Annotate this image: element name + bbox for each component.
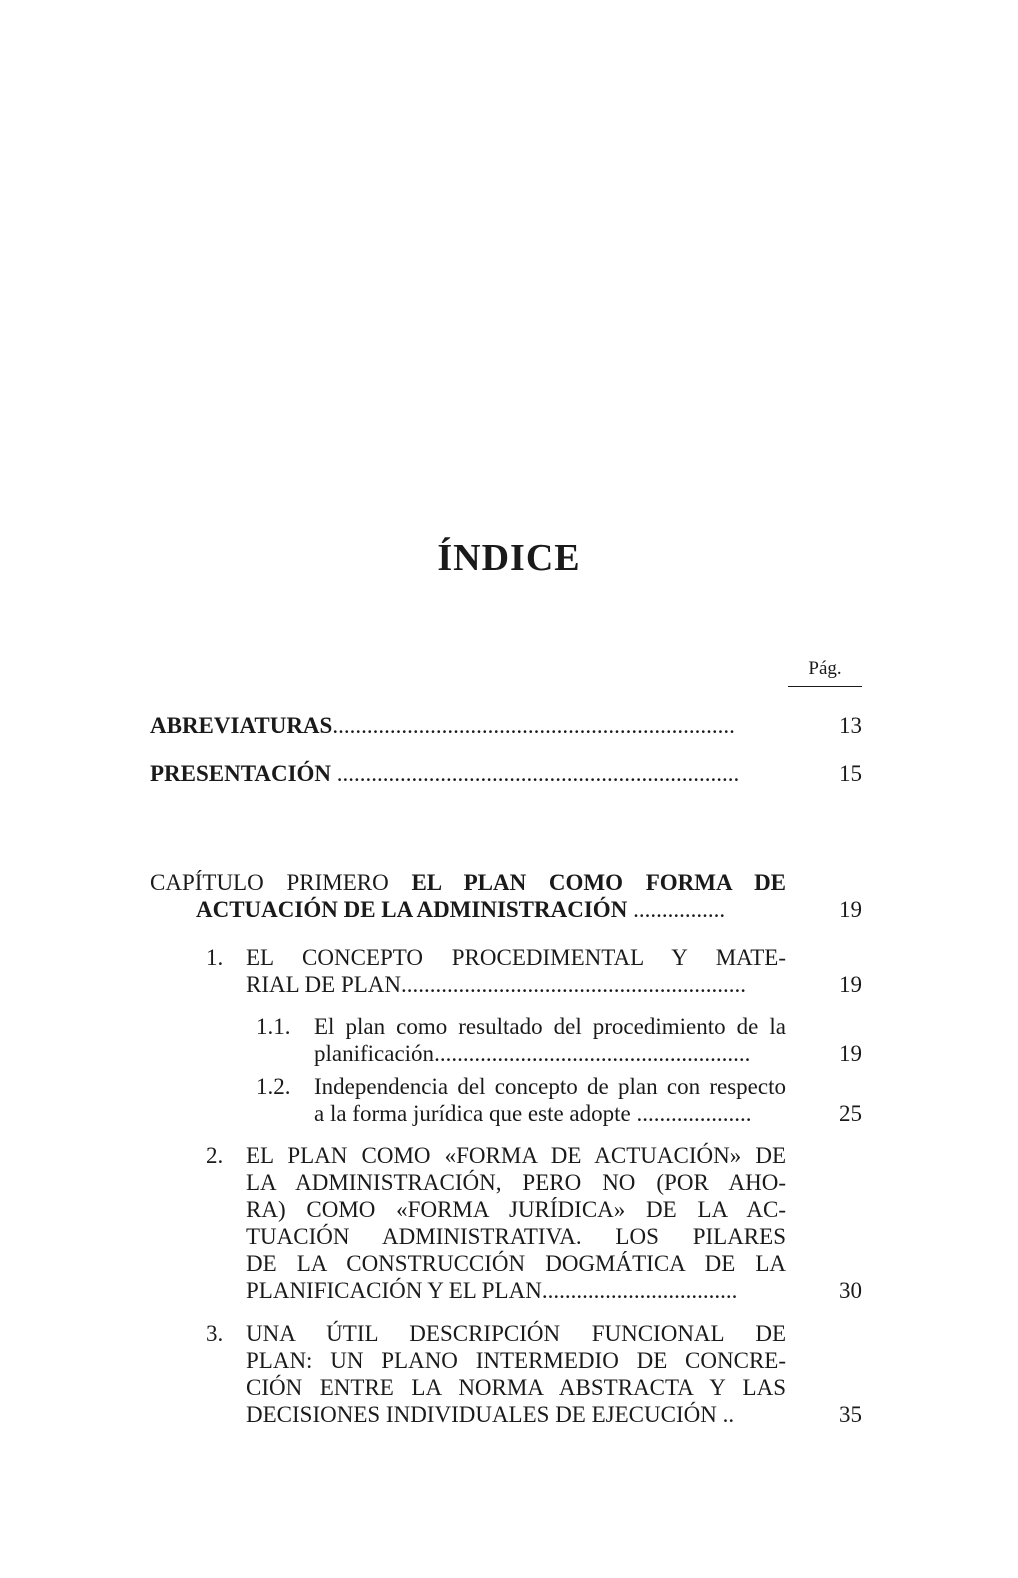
toc-entry-label: PRESENTACIÓN (150, 761, 332, 786)
toc-page-number: 19 (839, 1041, 862, 1066)
toc-entry-chapter-1-cont (196, 896, 782, 923)
leader-dots: ................ (633, 897, 726, 922)
page-title: ÍNDICE (437, 537, 581, 579)
section-title-line: Independencia del concepto de plan con respecto (314, 1074, 786, 1099)
section-number: 2. (206, 1143, 224, 1168)
section-title-line: El plan como resultado del procedimiento de la (314, 1014, 786, 1039)
leader-dots: ...................................................................... (336, 761, 740, 786)
toc-entry-abreviaturas[interactable] (150, 712, 782, 739)
leader-dots: ............................................................ (401, 972, 747, 997)
toc-entry-section-2[interactable] (206, 1142, 786, 1304)
section-title-line: a la forma jurídica que este adopte (314, 1101, 631, 1126)
toc-page-number: 25 (839, 1101, 862, 1126)
toc-entry-section-3[interactable] (206, 1320, 786, 1428)
toc-page-number: 35 (839, 1402, 862, 1427)
section-title-line: PLAN: UN PLANO INTERMEDIO DE CONCRE- (246, 1348, 786, 1373)
section-title-line: DE LA CONSTRUCCIÓN DOGMÁTICA DE LA (246, 1251, 786, 1276)
toc-page-number: 13 (839, 713, 862, 738)
section-title-line: TUACIÓN ADMINISTRATIVA. LOS PILARES (246, 1224, 786, 1249)
toc-entry-section-1-1[interactable] (256, 1013, 786, 1067)
leader-dots: .. (716, 1402, 735, 1427)
section-title-line: planificación (314, 1041, 435, 1066)
section-title-line: UNA ÚTIL DESCRIPCIÓN FUNCIONAL DE (246, 1321, 786, 1346)
toc-page-number: 19 (839, 972, 862, 997)
toc-page-number: 30 (839, 1278, 862, 1303)
chapter-prefix: CAPÍTULO PRIMERO (150, 870, 389, 895)
section-number: 1.2. (256, 1074, 291, 1099)
leader-dots: ....................................................... (434, 1041, 751, 1066)
chapter-title-line2: ACTUACIÓN DE LA ADMINISTRACIÓN (196, 897, 628, 922)
section-number: 3. (206, 1321, 224, 1346)
section-title-line: EL CONCEPTO PROCEDIMENTAL Y MATE- (246, 945, 786, 970)
section-number: 1.1. (256, 1014, 291, 1039)
section-number: 1. (206, 945, 224, 970)
page-column-header: Pág. (808, 658, 842, 679)
section-title-line: EL PLAN COMO «FORMA DE ACTUACIÓN» DE (246, 1143, 786, 1168)
section-title-line: RA) COMO «FORMA JURÍDICA» DE LA AC- (246, 1197, 786, 1222)
section-title-line: RIAL DE PLAN (246, 972, 402, 997)
leader-dots: ...................................................................... (332, 713, 735, 738)
section-title-line: DECISIONES INDIVIDUALES DE EJECUCIÓN (246, 1402, 717, 1427)
chapter-title-line1: EL PLAN COMO FORMA DE (411, 870, 787, 895)
toc-entry-section-1[interactable] (206, 944, 786, 998)
leader-dots: .................... (630, 1101, 752, 1126)
toc-entry-chapter-1[interactable] (150, 869, 786, 896)
toc-page-number: 15 (839, 761, 862, 786)
leader-dots: .................................. (541, 1278, 738, 1303)
toc-entry-presentacion[interactable] (150, 760, 782, 787)
section-title-line: CIÓN ENTRE LA NORMA ABSTRACTA Y LAS (246, 1375, 786, 1400)
section-title-line: PLANIFICACIÓN Y EL PLAN (246, 1278, 542, 1303)
toc-page-number: 19 (839, 897, 862, 922)
page-column-rule (788, 686, 862, 687)
toc-entry-section-1-2[interactable] (256, 1073, 786, 1127)
section-title-line: LA ADMINISTRACIÓN, PERO NO (POR AHO- (246, 1170, 786, 1195)
toc-entry-label: ABREVIATURAS (150, 713, 333, 738)
